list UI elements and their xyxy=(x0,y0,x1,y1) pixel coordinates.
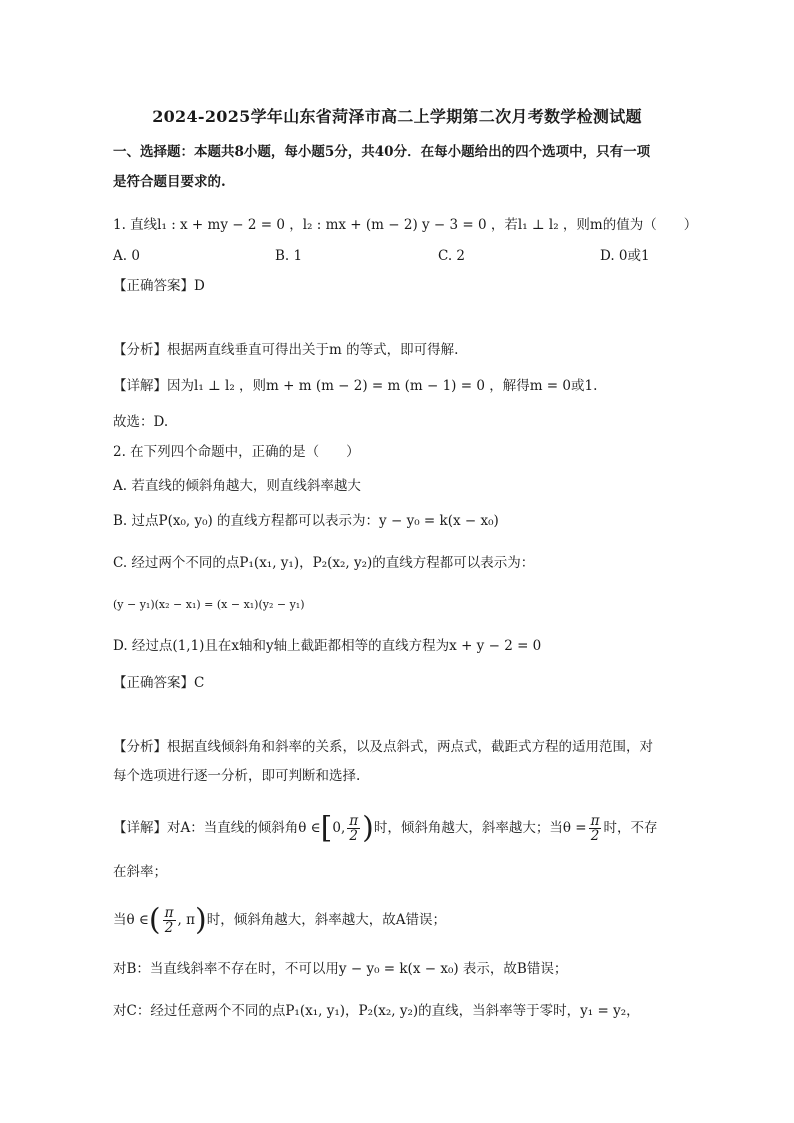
fraction-numerator: π xyxy=(164,905,174,921)
interval-left: 0, xyxy=(332,820,346,836)
q1-conclusion: 故选：D. xyxy=(113,414,169,430)
q1-stem: 1. 直线l₁ : x + my − 2 = 0 ，l₂ : mx + (m − 2) y − 3 = 0 ，若l₁ ⊥ l₂ ，则m的值为（ ） xyxy=(113,217,698,233)
detail-a3-start: 当θ ∈ xyxy=(113,912,149,928)
detail-a-text-start: 【详解】对A：当直线的倾斜角θ ∈ xyxy=(113,820,321,836)
fraction-denominator: 2 xyxy=(590,828,600,844)
q2-detail-b: 对B：当直线斜率不存在时，不可以用y − y₀ = k(x − x₀) 表示，故B错误； xyxy=(113,961,568,977)
fraction-numerator: π xyxy=(590,813,600,829)
q2-analysis-line2: 每个选项进行逐一分析，即可判断和选择. xyxy=(113,768,361,784)
q2-option-d: D. 经过点(1,1)且在x轴和y轴上截距都相等的直线方程为x + y − 2 = 0 xyxy=(113,638,542,654)
fraction-numerator: π xyxy=(349,813,359,829)
q2-option-c: C. 经过两个不同的点P₁(x₁, y₁)，P₂(x₂, y₂)的直线方程都可以表示为： xyxy=(113,555,535,571)
document-title: 2024-2025学年山东省菏泽市高二上学期第二次月考数学检测试题 xyxy=(152,107,642,126)
fraction-pi-over-2-c xyxy=(163,906,176,935)
fraction-denominator: 2 xyxy=(164,920,174,936)
q1-option-a: A. 0 xyxy=(113,248,140,264)
q2-detail-c: 对C：经过任意两个不同的点P₁(x₁, y₁)，P₂(x₂, y₂)的直线，当斜率等于零时，y₁ = y₂， xyxy=(113,1003,640,1019)
detail-a-text-end: 时，不存 xyxy=(603,820,658,836)
bracket-left: [ xyxy=(320,810,333,846)
fraction-pi-over-2 xyxy=(347,814,360,843)
paren-left: ( xyxy=(148,902,161,938)
q1-option-b: B. 1 xyxy=(275,248,303,264)
q2-option-c-formula: (y − y₁)(x₂ − x₁) = (x − x₁)(y₂ − y₁) xyxy=(113,598,305,611)
q2-detail-a-line1 xyxy=(113,810,658,846)
interval-right: , π xyxy=(177,912,195,928)
section-heading-line1: 一、选择题：本题共8小题，每小题5分，共40分．在每小题给出的四个选项中，只有一项 xyxy=(113,144,651,160)
fraction-denominator: 2 xyxy=(349,828,359,844)
q1-option-d: D. 0或1 xyxy=(600,248,650,264)
q2-analysis-line1: 【分析】根据直线倾斜角和斜率的关系，以及点斜式，两点式，截距式方程的适用范围，对 xyxy=(113,739,653,755)
q2-detail-a-line3 xyxy=(113,902,446,938)
q1-analysis: 【分析】根据两直线垂直可得出关于m 的等式，即可得解. xyxy=(113,342,459,358)
section-heading-line2: 是符合题目要求的. xyxy=(113,174,226,190)
fraction-pi-over-2-b xyxy=(589,814,602,843)
q2-option-b: B. 过点P(x₀, y₀) 的直线方程都可以表示为：y − y₀ = k(x − x₀) xyxy=(113,513,499,529)
q2-answer: 【正确答案】C xyxy=(113,675,205,691)
q1-option-c: C. 2 xyxy=(438,248,466,264)
detail-a-text-mid: 时，倾斜角越大，斜率越大；当θ = xyxy=(373,820,587,836)
detail-a3-end: 时，倾斜角越大，斜率越大，故A错误； xyxy=(206,912,446,928)
paren-right: ) xyxy=(362,810,374,846)
q2-stem: 2. 在下列四个命题中，正确的是（ ） xyxy=(113,444,360,460)
q1-detail: 【详解】因为l₁ ⊥ l₂ ，则m + m (m − 2) = m (m − 1) = 0 ，解得m = 0或1. xyxy=(113,378,598,394)
q2-detail-a-line2: 在斜率； xyxy=(113,864,167,880)
q1-answer: 【正确答案】D xyxy=(113,278,205,294)
q2-option-a: A. 若直线的倾斜角越大，则直线斜率越大 xyxy=(113,478,361,494)
paren-right: ) xyxy=(194,902,207,938)
